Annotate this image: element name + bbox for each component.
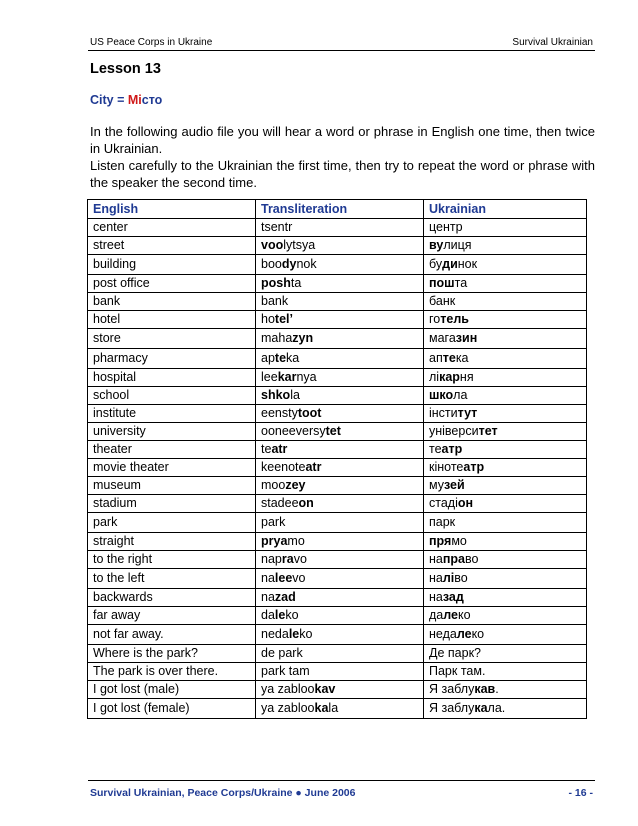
english-cell: hospital <box>88 369 256 387</box>
english-cell: university <box>88 423 256 441</box>
page-footer <box>88 780 595 799</box>
english-cell: backwards <box>88 589 256 607</box>
table-row <box>88 219 587 237</box>
syllable: на <box>429 552 443 566</box>
stressed-syllable: ле <box>456 627 472 641</box>
syllable: те <box>429 442 442 456</box>
table-row <box>88 293 587 311</box>
stressed-syllable: ву <box>429 238 444 252</box>
ukrainian-cell <box>424 311 587 329</box>
ukrainian-cell <box>424 533 587 551</box>
transliteration-cell <box>256 275 424 293</box>
english-cell: The park is over there. <box>88 663 256 681</box>
table-row <box>88 329 587 349</box>
syllable: бу <box>429 257 443 271</box>
syllable: да <box>429 608 444 622</box>
stressed-syllable: toot <box>297 406 322 420</box>
english-cell: store <box>88 329 256 349</box>
english-cell: school <box>88 387 256 405</box>
english-cell: not far away. <box>88 625 256 645</box>
stressed-syllable: voo <box>261 238 284 252</box>
stressed-syllable: le <box>274 608 286 622</box>
ukrainian-cell <box>424 681 587 699</box>
syllable: та <box>454 276 468 290</box>
stressed-syllable: kav <box>314 682 336 696</box>
stressed-syllable: пош <box>429 276 455 290</box>
stressed-syllable: le <box>288 627 300 641</box>
ukrainian-cell <box>424 645 587 663</box>
english-cell: post office <box>88 275 256 293</box>
city-ukrainian-accent: Мі <box>127 93 142 107</box>
stressed-syllable: atr <box>305 460 322 474</box>
page-header <box>88 37 595 51</box>
table-row <box>88 699 587 719</box>
table-row <box>88 369 587 387</box>
transliteration-cell <box>256 533 424 551</box>
ukrainian-cell <box>424 369 587 387</box>
english-cell: far away <box>88 607 256 625</box>
ukrainian-cell <box>424 589 587 607</box>
syllable: la <box>328 701 339 715</box>
vocabulary-rows <box>88 219 587 719</box>
transliteration-cell <box>256 311 424 329</box>
ukrainian-cell <box>424 699 587 719</box>
syllable: на <box>429 571 443 585</box>
english-cell: to the left <box>88 569 256 589</box>
transliteration-cell <box>256 645 424 663</box>
transliteration-cell <box>256 569 424 589</box>
syllable: ка <box>455 351 469 365</box>
syllable: інсти <box>429 406 458 420</box>
syllable: мага <box>429 331 456 345</box>
syllable: na <box>261 590 275 604</box>
english-cell: stadium <box>88 495 256 513</box>
stressed-syllable: пра <box>442 552 465 566</box>
city-ukrainian-rest: сто <box>141 93 163 107</box>
ukrainian-cell <box>424 329 587 349</box>
english-cell: I got lost (female) <box>88 699 256 719</box>
syllable: de park <box>261 646 303 660</box>
ukrainian-cell <box>424 219 587 237</box>
syllable: te <box>261 442 272 456</box>
header-ukrainian: Ukrainian <box>424 200 587 219</box>
ukrainian-cell <box>424 551 587 569</box>
stressed-syllable: tel’ <box>274 312 293 326</box>
ukrainian-cell <box>424 477 587 495</box>
vocabulary-table <box>87 199 587 719</box>
transliteration-cell <box>256 219 424 237</box>
transliteration-cell <box>256 329 424 349</box>
header-right: Survival Ukrainian <box>512 37 593 48</box>
syllable: ya zabloo <box>261 682 315 696</box>
stressed-syllable: ka <box>314 701 329 715</box>
stressed-syllable: зей <box>443 478 465 492</box>
stressed-syllable: prya <box>261 534 288 548</box>
syllable: Я заблу <box>429 682 475 696</box>
ukrainian-cell <box>424 569 587 589</box>
transliteration-cell <box>256 513 424 533</box>
transliteration-cell <box>256 293 424 311</box>
stressed-syllable: ка <box>474 701 488 715</box>
table-row <box>88 405 587 423</box>
stressed-syllable: зад <box>442 590 464 604</box>
english-cell: straight <box>88 533 256 551</box>
syllable: lytsya <box>283 238 316 252</box>
table-row <box>88 477 587 495</box>
city-heading <box>90 93 162 107</box>
syllable: ко <box>471 627 485 641</box>
syllable: keenote <box>261 460 306 474</box>
table-row <box>88 237 587 255</box>
intro-paragraph-1: In the following audio file you will hear a word or phrase in English one time, then twice in Ukrainian. <box>90 124 595 156</box>
syllable: da <box>261 608 275 622</box>
table-row <box>88 311 587 329</box>
ukrainian-cell <box>424 293 587 311</box>
syllable: ko <box>299 627 313 641</box>
english-cell: center <box>88 219 256 237</box>
stressed-syllable: тет <box>478 424 498 438</box>
transliteration-cell <box>256 255 424 275</box>
footer-left: Survival Ukrainian, Peace Corps/Ukraine ● June 2006 <box>90 787 356 799</box>
stressed-syllable: ди <box>442 257 458 271</box>
ukrainian-cell <box>424 349 587 369</box>
syllable: neda <box>261 627 289 641</box>
table-header-row <box>88 200 587 219</box>
transliteration-cell <box>256 349 424 369</box>
stressed-syllable: lee <box>274 571 293 585</box>
transliteration-cell <box>256 459 424 477</box>
transliteration-cell <box>256 663 424 681</box>
transliteration-cell <box>256 495 424 513</box>
syllable: ya zabloo <box>261 701 315 715</box>
english-cell: theater <box>88 441 256 459</box>
syllable: nya <box>296 370 317 384</box>
syllable: na <box>261 571 275 585</box>
syllable: vo <box>293 552 307 566</box>
syllable: ta <box>290 276 302 290</box>
ukrainian-cell <box>424 255 587 275</box>
syllable: ooneeversy <box>261 424 326 438</box>
syllable: ap <box>261 351 275 365</box>
table-row <box>88 255 587 275</box>
stressed-syllable: ле <box>443 608 458 622</box>
english-cell: park <box>88 513 256 533</box>
stressed-syllable: zad <box>274 590 296 604</box>
ukrainian-cell <box>424 513 587 533</box>
table-row <box>88 569 587 589</box>
syllable: ko <box>285 608 299 622</box>
syllable: Я заблу <box>429 701 475 715</box>
english-cell: building <box>88 255 256 275</box>
syllable: boo <box>261 257 282 271</box>
syllable: ла. <box>487 701 506 715</box>
english-cell: hotel <box>88 311 256 329</box>
syllable: го <box>429 312 441 326</box>
english-cell: street <box>88 237 256 255</box>
syllable: park <box>261 515 286 529</box>
syllable: центр <box>429 220 463 234</box>
table-row <box>88 495 587 513</box>
stressed-syllable: тут <box>457 406 478 420</box>
ukrainian-cell <box>424 607 587 625</box>
page-number: - 16 - <box>568 787 593 799</box>
table-row <box>88 459 587 477</box>
stressed-syllable: zyn <box>292 331 314 345</box>
stressed-syllable: tet <box>325 424 341 438</box>
english-cell: bank <box>88 293 256 311</box>
stressed-syllable: те <box>442 351 456 365</box>
ukrainian-cell <box>424 275 587 293</box>
syllable: park tam <box>261 664 310 678</box>
stressed-syllable: atr <box>271 442 288 456</box>
stressed-syllable: зин <box>455 331 478 345</box>
stressed-syllable: te <box>274 351 287 365</box>
table-row <box>88 663 587 681</box>
header-left: US Peace Corps in Ukraine <box>90 37 213 48</box>
stressed-syllable: zey <box>285 478 306 492</box>
header-transliteration: Transliteration <box>256 200 424 219</box>
syllable: во <box>465 552 479 566</box>
ukrainian-cell <box>424 237 587 255</box>
syllable: на <box>429 590 443 604</box>
stressed-syllable: ra <box>281 552 294 566</box>
syllable: нок <box>457 257 478 271</box>
city-english: City = <box>90 93 128 107</box>
syllable: неда <box>429 627 457 641</box>
transliteration-cell <box>256 607 424 625</box>
table-row <box>88 607 587 625</box>
syllable: кіноте <box>429 460 464 474</box>
ukrainian-cell <box>424 387 587 405</box>
english-cell: movie theater <box>88 459 256 477</box>
syllable: банк <box>429 294 456 308</box>
syllable: nap <box>261 552 282 566</box>
header-english: English <box>88 200 256 219</box>
syllable: Де парк? <box>429 646 481 660</box>
transliteration-cell <box>256 477 424 495</box>
ukrainian-cell <box>424 459 587 477</box>
syllable: ho <box>261 312 275 326</box>
transliteration-cell <box>256 681 424 699</box>
english-cell: museum <box>88 477 256 495</box>
transliteration-cell <box>256 369 424 387</box>
ukrainian-cell <box>424 423 587 441</box>
syllable: mo <box>287 534 305 548</box>
syllable: лиця <box>443 238 472 252</box>
transliteration-cell <box>256 387 424 405</box>
syllable: ka <box>286 351 300 365</box>
english-cell: pharmacy <box>88 349 256 369</box>
intro-paragraph-2: Listen carefully to the Ukrainian the first time, then try to repeat the word or phrase with the speaker the second time. <box>90 158 595 190</box>
stressed-syllable: он <box>457 496 474 510</box>
stressed-syllable: атр <box>441 442 463 456</box>
transliteration-cell <box>256 405 424 423</box>
lesson-title: Lesson 13 <box>90 61 161 77</box>
stressed-syllable: dy <box>281 257 297 271</box>
table-row <box>88 275 587 293</box>
table-row <box>88 551 587 569</box>
syllable: moo <box>261 478 286 492</box>
syllable: мо <box>451 534 467 548</box>
stressed-syllable: шко <box>429 388 454 402</box>
ukrainian-cell <box>424 625 587 645</box>
transliteration-cell <box>256 423 424 441</box>
transliteration-cell <box>256 441 424 459</box>
syllable: lee <box>261 370 278 384</box>
ukrainian-cell <box>424 663 587 681</box>
syllable: во <box>454 571 468 585</box>
syllable: ня <box>459 370 474 384</box>
stressed-syllable: лі <box>442 571 455 585</box>
intro-text <box>90 123 595 191</box>
syllable: Парк там. <box>429 664 486 678</box>
table-row <box>88 441 587 459</box>
syllable: універси <box>429 424 479 438</box>
syllable: la <box>290 388 300 402</box>
stressed-syllable: posh <box>261 276 291 290</box>
transliteration-cell <box>256 551 424 569</box>
syllable: bank <box>261 294 289 308</box>
english-cell: to the right <box>88 551 256 569</box>
syllable: му <box>429 478 444 492</box>
stressed-syllable: кар <box>439 370 460 384</box>
ukrainian-cell <box>424 495 587 513</box>
ukrainian-cell <box>424 441 587 459</box>
syllable: ла <box>453 388 468 402</box>
transliteration-cell <box>256 625 424 645</box>
table-row <box>88 589 587 607</box>
table-row <box>88 513 587 533</box>
table-row <box>88 349 587 369</box>
syllable: стаді <box>429 496 458 510</box>
table-row <box>88 533 587 551</box>
table-row <box>88 625 587 645</box>
transliteration-cell <box>256 237 424 255</box>
table-row <box>88 645 587 663</box>
syllable: ап <box>429 351 443 365</box>
ukrainian-cell <box>424 405 587 423</box>
english-cell: Where is the park? <box>88 645 256 663</box>
table-row <box>88 387 587 405</box>
transliteration-cell <box>256 589 424 607</box>
transliteration-cell <box>256 699 424 719</box>
syllable: . <box>495 682 499 696</box>
syllable: stadee <box>261 496 299 510</box>
stressed-syllable: kar <box>277 370 297 384</box>
stressed-syllable: shko <box>261 388 291 402</box>
stressed-syllable: пря <box>429 534 452 548</box>
english-cell: institute <box>88 405 256 423</box>
stressed-syllable: тель <box>440 312 469 326</box>
syllable: парк <box>429 515 456 529</box>
syllable: nok <box>296 257 317 271</box>
stressed-syllable: кав <box>474 682 496 696</box>
syllable: лі <box>429 370 440 384</box>
english-cell: I got lost (male) <box>88 681 256 699</box>
syllable: maha <box>261 331 293 345</box>
table-row <box>88 681 587 699</box>
stressed-syllable: атр <box>463 460 485 474</box>
syllable: ко <box>457 608 471 622</box>
syllable: vo <box>292 571 306 585</box>
table-row <box>88 423 587 441</box>
syllable: eensty <box>261 406 298 420</box>
syllable: tsentr <box>261 220 293 234</box>
stressed-syllable: on <box>298 496 314 510</box>
